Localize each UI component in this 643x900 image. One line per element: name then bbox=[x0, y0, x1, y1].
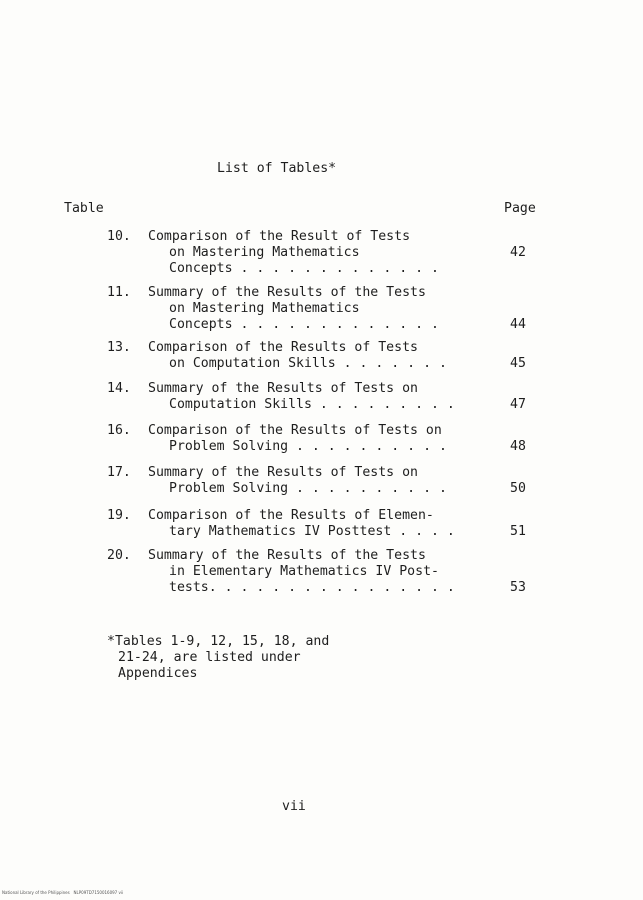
table-number: 19. bbox=[107, 508, 131, 523]
entry-title-line: Problem Solving . . . . . . . . . . bbox=[169, 481, 447, 496]
entry-title-line: Summary of the Results of Tests on bbox=[148, 465, 418, 480]
entry-page-number: 48 bbox=[510, 439, 526, 454]
entry-page-number: 53 bbox=[510, 580, 526, 595]
entry-page-number: 42 bbox=[510, 245, 526, 260]
entry-title-line: Summary of the Results of Tests on bbox=[148, 381, 418, 396]
entry-title-line: on Mastering Mathematics bbox=[169, 245, 360, 260]
entry-title-line: Comparison of the Results of Tests bbox=[148, 340, 418, 355]
entry-title-line: Concepts . . . . . . . . . . . . . bbox=[169, 317, 439, 332]
entry-title-line: Problem Solving . . . . . . . . . . bbox=[169, 439, 447, 454]
footnote-line: Appendices bbox=[118, 666, 198, 681]
table-number: 13. bbox=[107, 340, 131, 355]
table-number: 11. bbox=[107, 285, 131, 300]
table-number: 20. bbox=[107, 548, 131, 563]
entry-page-number: 45 bbox=[510, 356, 526, 371]
entry-title-line: tary Mathematics IV Posttest . . . . bbox=[169, 524, 455, 539]
entry-title-line: Summary of the Results of the Tests bbox=[148, 548, 426, 563]
entry-page-number: 50 bbox=[510, 481, 526, 496]
page-title: List of Tables* bbox=[217, 161, 337, 176]
table-number: 16. bbox=[107, 423, 131, 438]
entry-title-line: on Computation Skills . . . . . . . bbox=[169, 356, 447, 371]
table-column-header: Table bbox=[64, 201, 104, 216]
entry-page-number: 51 bbox=[510, 524, 526, 539]
entry-title-line: Comparison of the Results of Tests on bbox=[148, 423, 442, 438]
table-number: 10. bbox=[107, 229, 131, 244]
entry-title-line: tests. . . . . . . . . . . . . . . . bbox=[169, 580, 455, 595]
entry-title-line: Concepts . . . . . . . . . . . . . bbox=[169, 261, 439, 276]
table-number: 17. bbox=[107, 465, 131, 480]
table-number: 14. bbox=[107, 381, 131, 396]
entry-page-number: 44 bbox=[510, 317, 526, 332]
archive-imprint: National Library of the Philippines NLP09TD7150016097 vii bbox=[2, 890, 124, 895]
entry-title-line: Comparison of the Result of Tests bbox=[148, 229, 411, 244]
entry-title-line: Summary of the Results of the Tests bbox=[148, 285, 426, 300]
entry-title-line: in Elementary Mathematics IV Post- bbox=[169, 564, 439, 579]
footnote-line: 21-24, are listed under bbox=[118, 650, 301, 665]
page-number: vii bbox=[282, 799, 306, 814]
entry-title-line: Comparison of the Results of Elemen- bbox=[148, 508, 434, 523]
entry-page-number: 47 bbox=[510, 397, 526, 412]
entry-title-line: Computation Skills . . . . . . . . . bbox=[169, 397, 455, 412]
footnote-line: *Tables 1-9, 12, 15, 18, and bbox=[107, 634, 330, 649]
entry-title-line: on Mastering Mathematics bbox=[169, 301, 360, 316]
page-column-header: Page bbox=[504, 201, 536, 216]
